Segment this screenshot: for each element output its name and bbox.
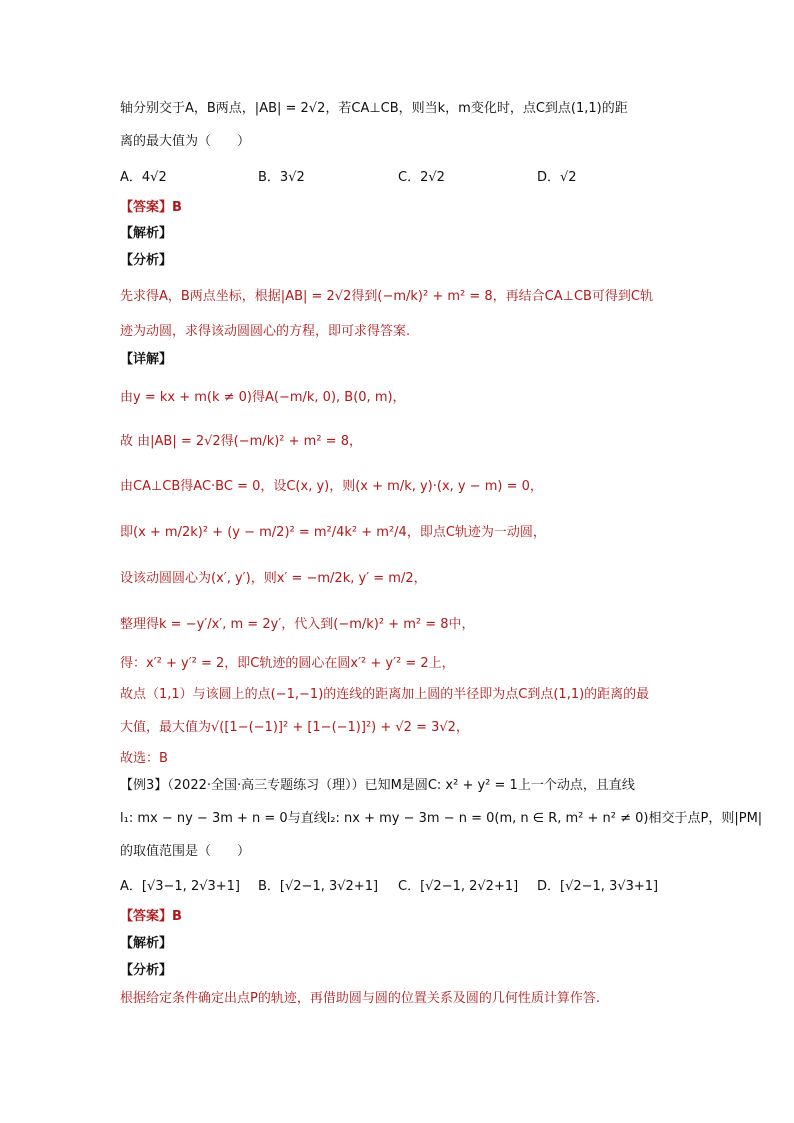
problem2-detail-line5: 设该动圆圆心为(x′, y′)，则x′ = −m/2k, y′ = m/2， <box>120 571 427 586</box>
problem3-text-line2: l₁: mx − ny − 3m + n = 0与直线l₂: nx + my − 3m − n = 0(m, n ∈ R, m² + n² ≠ 0)相交于点P，则|PM| <box>120 811 763 826</box>
problem2-option-b: B．3√2 <box>258 170 305 185</box>
problem3-answer: 【答案】B <box>120 909 182 924</box>
problem2-detail-line9: 大值，最大值为√([1−(−1)]² + [1−(−1)]²) + √2 = 3√2， <box>120 720 469 735</box>
problem2-text-line2: 离的最大值为（ ） <box>120 134 251 149</box>
problem2-detail-line7: 得：x′² + y′² = 2，即C轨迹的圆心在圆x′² + y′² = 2上， <box>120 656 455 671</box>
problem2-option-d: D．√2 <box>537 170 577 185</box>
problem3-fenxi-tag: 【分析】 <box>120 963 173 978</box>
problem3-option-a: A．[√3−1, 2√3+1] <box>120 879 241 894</box>
problem3-option-b: B．[√2−1, 3√2+1] <box>258 879 379 894</box>
problem2-option-c: C．2√2 <box>398 170 445 185</box>
problem3-text-line3: 的取值范围是（ ） <box>120 844 251 859</box>
problem2-detail-line2: 故 由|AB| = 2√2得(−m/k)² + m² = 8， <box>120 434 362 449</box>
problem2-answer: 【答案】B <box>120 200 182 215</box>
problem3-option-c: C．[√2−1, 2√2+1] <box>398 879 519 894</box>
problem2-text-line1: 轴分别交于A，B两点，|AB| = 2√2，若CA⊥CB，则当k，m变化时，点C到点(1,1)的距 <box>120 101 628 116</box>
problem2-detail-line8: 故点（1,1）与该圆上的点(−1,−1)的连线的距离加上圆的半径即为点C到点(1,1)的距离的最 <box>120 687 650 702</box>
problem2-fenxi-line2: 迹为动圆，求得该动圆圆心的方程，即可求得答案. <box>120 324 411 339</box>
problem2-detail-line4: 即(x + m/2k)² + (y − m/2)² = m²/4k² + m²/4，即点C轨迹为一动圆， <box>120 525 546 540</box>
problem3-fenxi-line1: 根据给定条件确定出点P的轨迹，再借助圆与圆的位置关系及圆的几何性质计算作答. <box>120 991 600 1006</box>
problem3-text-line1: 【例3】（2022·全国·高三专题练习（理））已知M是圆C: x² + y² = 1上一个动点，且直线 <box>120 778 635 793</box>
problem3-option-d: D．[√2−1, 3√3+1] <box>537 879 659 894</box>
problem2-detail-tag: 【详解】 <box>120 352 173 367</box>
problem2-detail-line3: 由CA⊥CB得AC·BC = 0，设C(x, y)，则(x + m/k, y)·(x, y − m) = 0， <box>120 479 543 494</box>
problem2-option-a: A．4√2 <box>120 170 167 185</box>
problem2-analysis-tag: 【解析】 <box>120 226 173 241</box>
problem2-fenxi-line1: 先求得A，B两点坐标，根据|AB| = 2√2得到(−m/k)² + m² = 8，再结合CA⊥CB可得到C轨 <box>120 289 654 304</box>
problem3-analysis-tag: 【解析】 <box>120 936 173 951</box>
problem2-detail-line1: 由y = kx + m(k ≠ 0)得A(−m/k, 0), B(0, m)， <box>120 390 406 405</box>
problem2-detail-line6: 整理得k = −y′/x′, m = 2y′，代入到(−m/k)² + m² = 8中， <box>120 617 475 632</box>
problem2-detail-line10: 故选：B <box>120 751 168 766</box>
problem2-fenxi-tag: 【分析】 <box>120 253 173 268</box>
